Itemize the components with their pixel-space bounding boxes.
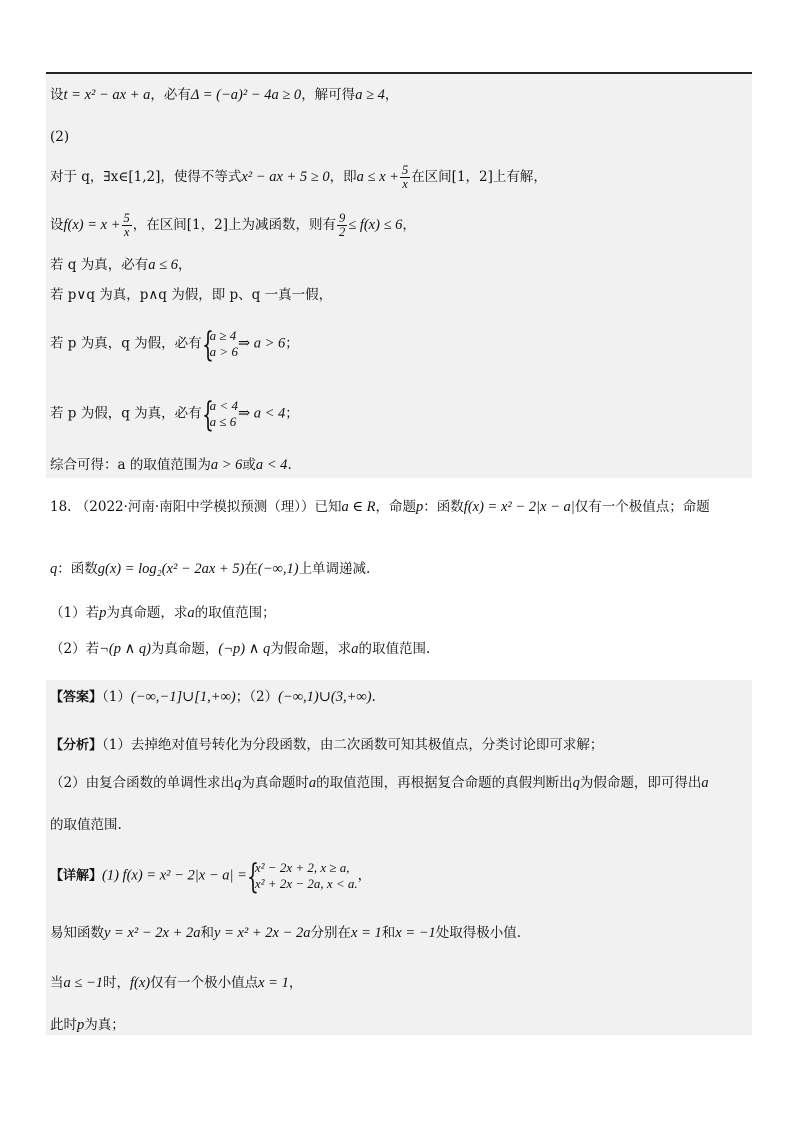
equation-system: { a ≥ 4 a > 6: [201, 325, 238, 365]
line-conclusion: 综合可得：a 的取值范围为a > 6或a < 4.: [50, 457, 292, 473]
question-18-part-1: （1）若p为真命题，求a的取值范围；: [50, 605, 276, 621]
line-case-p-true: 若 p 为真，q 为假，必有 { a ≥ 4 a > 6 ⇒ a > 6；: [50, 325, 299, 365]
question-18-line-1: 18. （2022·河南·南阳中学模拟预测（理））已知a ∈ R，命题p：函数f(x) = x² − 2|x − a|仅有一个极值点；命题: [50, 499, 710, 515]
line-one-true-one-false: 若 p∨q 为真，p∧q 为假，即 p、q 一真一假，: [50, 287, 333, 303]
piecewise-function: { x² − 2x + 2, x ≥ a, x² + 2x − 2a, x < a.: [246, 857, 358, 897]
analysis-line-2: （2）由复合函数的单调性求出q为真命题时a的取值范围，再根据复合命题的真假判断出q为假命题，即可得出a: [50, 775, 709, 791]
line-substitution: 设t = x² − ax + a，必有Δ = (−a)² − 4a ≥ 0，解可得a ≥ 4，: [50, 87, 399, 103]
equation-system: { a < 4 a ≤ 6: [201, 395, 238, 435]
line-define-f: 设f(x) = x + $\frac{5}{x}$ ，在区间[1，2]上为减函数，则有 $\frac{9}{2}$ ≤ f(x) ≤ 6，: [50, 211, 416, 239]
fraction: $\frac{5}{x}$: [123, 211, 130, 239]
answer-line: 【答案】（1）(−∞,−1]∪[1,+∞)；（2）(−∞,1)∪(3,+∞).: [50, 689, 376, 705]
part-2-label: (2): [50, 129, 70, 145]
analysis-line-1: 【分析】（1）去掉绝对值号转化为分段函数，由二次函数可知其极值点，分类讨论即可求解；: [50, 737, 604, 753]
analysis-line-3: 的取值范围.: [50, 817, 122, 833]
detail-line-3: 当a ≤ −1时，f(x)仅有一个极小值点x = 1，: [50, 975, 303, 991]
line-q-condition: 对于 q，∃x∈[1,2]，使得不等式x² − ax + 5 ≥ 0，即a ≤ x + $\frac{5}{x}$ 在区间[1，2]上有解，: [50, 163, 547, 191]
detail-line-2: 易知函数y = x² − 2x + 2a和y = x² + 2x − 2a分别在x = 1和x = −1处取得极小值.: [50, 925, 522, 941]
question-18-part-2: （2）若¬(p ∧ q)为真命题，(¬p) ∧ q为假命题，求a的取值范围.: [50, 641, 431, 657]
question-18-line-2: q：函数g(x) = log₂(x² − 2ax + 5)在(−∞,1)上单调递减.: [50, 561, 371, 577]
fraction: $\frac{5}{x}$: [401, 163, 409, 191]
fraction: $\frac{9}{2}$: [338, 211, 346, 239]
line-case-p-false: 若 p 为假，q 为真，必有 { a < 4 a ≤ 6 ⇒ a < 4；: [50, 395, 299, 435]
top-rule: [46, 72, 752, 74]
detail-line-4: 此时p为真；: [50, 1017, 125, 1033]
line-q-true: 若 q 为真，必有a ≤ 6，: [50, 257, 192, 273]
detail-line-1: 【详解】(1) f(x) = x² − 2|x − a| = { x² − 2x + 2, x ≥ a, x² + 2x − 2a, x < a. ，: [50, 857, 372, 897]
